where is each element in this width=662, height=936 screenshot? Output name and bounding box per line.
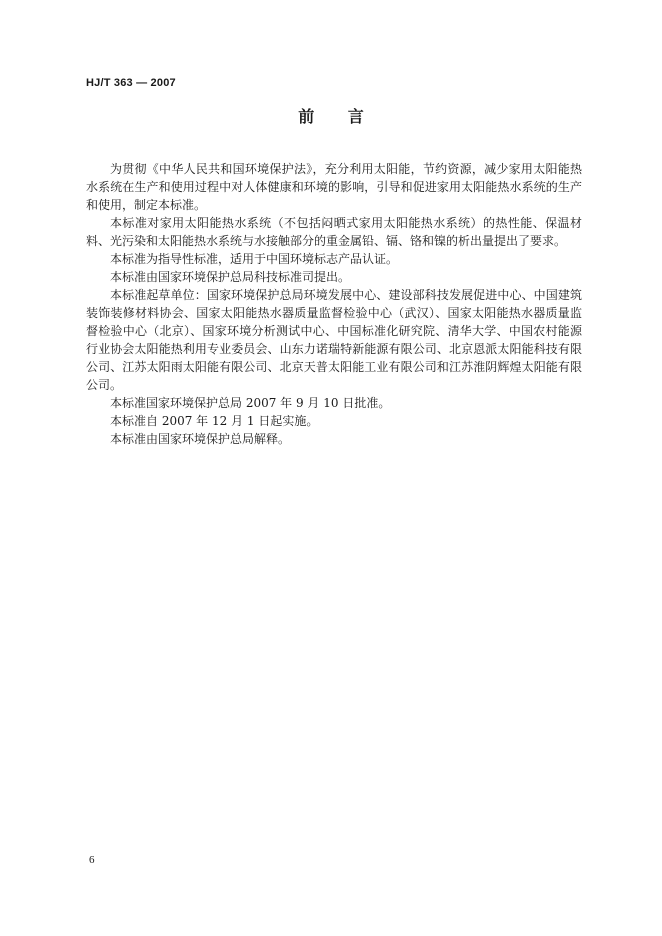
paragraph-effective-date: 本标准自 2007 年 12 月 1 日起实施。 bbox=[110, 414, 319, 428]
paragraph-purpose: 为贯彻《中华人民共和国环境保护法》，充分利用太阳能，节约资源，减少家用太阳能热水系统在生产和使用过程中对人体健康和环境的影响，引导和促进家用太阳能热水系统的生产和使用，制定本标准。 bbox=[86, 162, 582, 212]
paragraph-approval: 本标准国家环境保护总局 2007 年 9 月 10 日批准。 bbox=[110, 396, 391, 410]
paragraph-drafting-units: 本标准起草单位：国家环境保护总局环境发展中心、建设部科技发展促进中心、中国建筑装饰装修材料协会、国家太阳能热水器质量监督检验中心（武汉）、国家太阳能热水器质量监督检验中心（北京）、国家环境分析测试中心、中国标准化研究院、清华大学、中国农村能源行业协会太阳能热利用专业委员会、山东力诺瑞特新能源有限公司、北京恩派太阳能科技有限公司、江苏太阳雨太阳能有限公司、北京天普太阳能工业有限公司和江苏淮阴辉煌太阳能有限公司。 bbox=[86, 288, 582, 392]
paragraph-interpretation: 本标准由国家环境保护总局解释。 bbox=[110, 432, 291, 446]
document-code: HJ/T 363 — 2007 bbox=[86, 77, 176, 89]
document-body bbox=[86, 160, 582, 448]
page-title: 前 言 bbox=[298, 107, 378, 126]
paragraph-scope: 本标准对家用太阳能热水系统（不包括闷晒式家用太阳能热水系统）的热性能、保温材料、光污染和太阳能热水系统与水接触部分的重金属铅、镉、铬和镍的析出量提出了要求。 bbox=[86, 216, 582, 248]
page-number: 6 bbox=[89, 854, 95, 866]
paragraph-applicability: 本标准为指导性标准，适用于中国环境标志产品认证。 bbox=[110, 252, 399, 266]
paragraph-proposer: 本标准由国家环境保护总局科技标准司提出。 bbox=[110, 270, 351, 284]
